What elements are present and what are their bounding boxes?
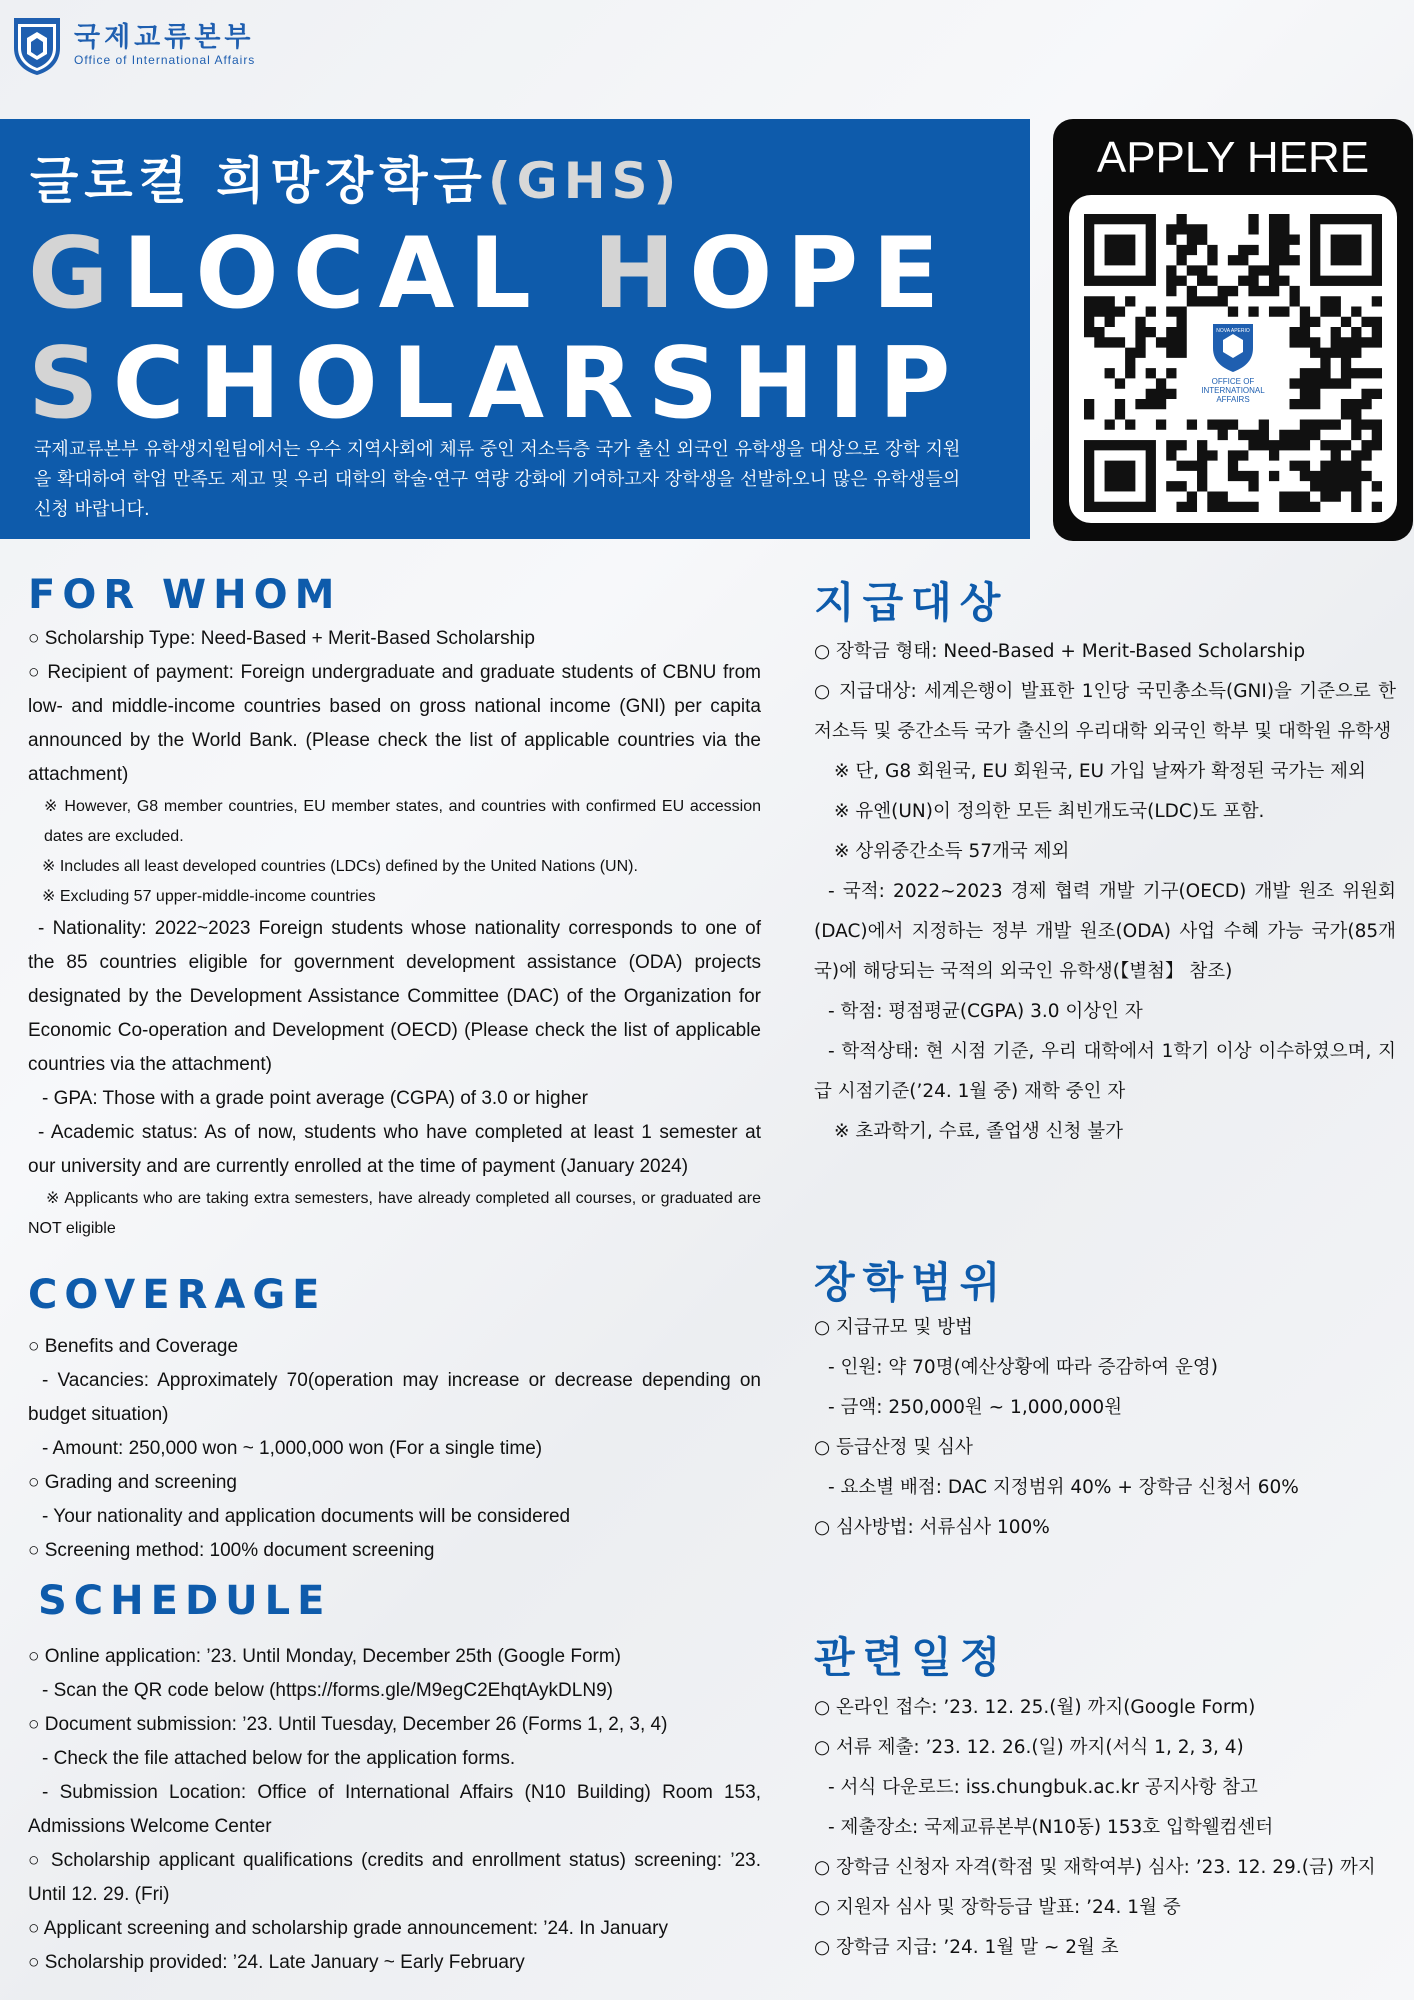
eligibility-line: - 학적상태: 현 시점 기준, 우리 대학에서 1학기 이상 이수하였으며, 지급 시점기준(’24. 1월 중) 재학 중인 자 bbox=[814, 1041, 1396, 1102]
title-banner bbox=[0, 119, 1030, 539]
eligibility-line: - 국적: 2022~2023 경제 협력 개발 기구(OECD) 개발 원조 위원회(DAC)에서 지정하는 정부 개발 원조(ODA) 사업 수혜 가능 국가(85개국)에 해당되는 국적의 외국인 유학생(【별첨】 참조) bbox=[814, 881, 1396, 982]
for-whom-line: ○ Recipient of payment: Foreign undergraduate and graduate students of CBNU from low- and middle-income countries based on gross national income (GNI) per capita announced by the World Bank. (Please check the list of applicable countries via the attachment) bbox=[28, 662, 761, 785]
for-whom-note: ※ Includes all least developed countries (LDCs) defined by the United Nations (UN). bbox=[42, 858, 638, 875]
schedule-line: - Submission Location: Office of International Affairs (N10 Building) Room 153, Admissions Welcome Center bbox=[28, 1782, 761, 1837]
english-title-line-1 bbox=[28, 219, 964, 329]
eligibility-line: ○ 지급대상: 세계은행이 발표한 1인당 국민총소득(GNI)을 기준으로 한 저소득 및 중간소득 국가 출신의 우리대학 외국인 학부 및 대학원 유학생 bbox=[814, 681, 1396, 742]
for-whom-note: ※ Excluding 57 upper-middle-income countries bbox=[42, 888, 376, 905]
for-whom-line: - GPA: Those with a grade point average (CGPA) of 3.0 or higher bbox=[42, 1088, 588, 1109]
office-name-korean: 국제교류본부 bbox=[74, 22, 255, 53]
for-whom-line: - Academic status: As of now, students who have completed at least 1 semester at our university and are currently enrolled at the time of payment (January 2024) bbox=[28, 1122, 761, 1177]
qr-center-seal-text: NOVA APERIO bbox=[1216, 328, 1250, 334]
title-word-cholarship: CHOLARSHIP bbox=[112, 327, 965, 441]
schedule-korean-line: ○ 서류 제출: ’23. 12. 26.(일) 까지(서식 1, 2, 3, 4) bbox=[814, 1737, 1244, 1758]
eligibility-korean-section bbox=[814, 632, 1396, 1152]
qr-finder-pattern bbox=[1331, 235, 1362, 266]
schedule-line: ○ Applicant screening and scholarship grade announcement: ’24. In January bbox=[28, 1918, 668, 1939]
for-whom-note: ※ However, G8 member countries, EU member states, and countries with confirmed EU accession dates are excluded. bbox=[44, 798, 761, 845]
title-letter-g: G bbox=[28, 217, 123, 331]
english-title-line-2 bbox=[28, 329, 964, 439]
coverage-line: - Amount: 250,000 won ~ 1,000,000 won (For a single time) bbox=[42, 1438, 543, 1459]
coverage-korean-line: - 인원: 약 70명(예산상황에 따라 증감하여 운영) bbox=[828, 1357, 1218, 1378]
korean-title bbox=[30, 141, 682, 213]
coverage-line: - Vacancies: Approximately 70(operation may increase or decrease depending on budget situation) bbox=[28, 1370, 761, 1425]
heading-coverage-korean: 장학범위 bbox=[814, 1258, 1009, 1307]
coverage-line: ○ Benefits and Coverage bbox=[28, 1336, 239, 1357]
schedule-line: - Check the file attached below for the application forms. bbox=[42, 1748, 516, 1769]
title-word-ope: OPE bbox=[689, 217, 954, 331]
eligibility-line: - 학점: 평점평균(CGPA) 3.0 이상인 자 bbox=[828, 1001, 1143, 1022]
coverage-line: ○ Screening method: 100% document screening bbox=[28, 1540, 435, 1561]
for-whom-line: - Nationality: 2022~2023 Foreign students whose nationality corresponds to one of the 85 countries eligible for government development assistance (ODA) projects designated by the Development Assistance Committee (DAC) of the Organization for Economic Co-operation and Development (OECD) (Please check the list of applicable countries via the attachment) bbox=[28, 918, 761, 1075]
intro-paragraph: 국제교류본부 유학생지원팀에서는 우수 지역사회에 체류 중인 저소득층 국가 출신 외국인 유학생을 대상으로 장학 지원을 확대하여 학업 만족도 제고 및 우리 대학의 학술·연구 역량 강화에 기여하고자 장학생을 선발하오니 많은 유학생들의 신청 바랍니다. bbox=[34, 439, 961, 520]
schedule-line: ○ Document submission: ’23. Until Tuesday, December 26 (Forms 1, 2, 3, 4) bbox=[28, 1714, 668, 1735]
heading-schedule-korean: 관련일정 bbox=[814, 1633, 1009, 1682]
schedule-line: ○ Scholarship provided: ’24. Late January ~ Early February bbox=[28, 1952, 525, 1973]
title-word-local: LOCAL bbox=[122, 217, 594, 331]
for-whom-section bbox=[28, 622, 761, 1244]
schedule-line: ○ Scholarship applicant qualifications (credits and enrollment status) screening: ’23. Until 12. 29. (Fri) bbox=[28, 1850, 761, 1905]
coverage-korean-line: ○ 등급산정 및 심사 bbox=[814, 1437, 973, 1458]
korean-title-main: 글로컬 희망장학금 bbox=[30, 152, 488, 210]
english-title bbox=[28, 219, 964, 439]
schedule-korean-line: - 제출장소: 국제교류본부(N10동) 153호 입학웰컴센터 bbox=[828, 1817, 1274, 1838]
heading-for-whom: FOR WHOM bbox=[28, 572, 342, 618]
schedule-section bbox=[28, 1640, 761, 1980]
apply-qr-panel bbox=[1053, 119, 1413, 541]
heading-eligibility-korean: 지급대상 bbox=[814, 578, 1009, 627]
korean-title-abbr: (GHS) bbox=[487, 152, 683, 210]
schedule-korean-line: - 서식 다운로드: iss.chungbuk.ac.kr 공지사항 참고 bbox=[828, 1777, 1258, 1798]
eligibility-line: ○ 장학금 형태: Need-Based + Merit-Based Scholarship bbox=[814, 641, 1306, 662]
schedule-korean-line: ○ 장학금 신청자 자격(학점 및 재학여부) 심사: ’23. 12. 29.(금) 까지 bbox=[814, 1857, 1376, 1878]
eligibility-note: ※ 단, G8 회원국, EU 회원국, EU 가입 날짜가 확정된 국가는 제외 bbox=[834, 761, 1366, 782]
qr-finder-pattern bbox=[1105, 235, 1136, 266]
coverage-section bbox=[28, 1330, 761, 1568]
coverage-korean-section bbox=[814, 1308, 1396, 1548]
schedule-korean-line: ○ 온라인 접수: ’23. 12. 25.(월) 까지(Google Form) bbox=[814, 1697, 1256, 1718]
for-whom-note: ※ Applicants who are taking extra semesters, have already completed all courses, or graduated are NOT eligible bbox=[28, 1190, 761, 1237]
qr-center-text: INTERNATIONAL bbox=[1201, 386, 1265, 395]
for-whom-line: ○ Scholarship Type: Need-Based + Merit-Based Scholarship bbox=[28, 628, 535, 649]
schedule-korean-section bbox=[814, 1688, 1396, 1968]
schedule-korean-line: ○ 지원자 심사 및 장학등급 발표: ’24. 1월 중 bbox=[814, 1897, 1181, 1918]
coverage-korean-line: - 요소별 배점: DAC 지정범위 40% + 장학금 신청서 60% bbox=[828, 1477, 1299, 1498]
schedule-line: - Scan the QR code below (https://forms.gle/M9egC2EhqtAykDLN9) bbox=[42, 1680, 613, 1701]
qr-code-icon[interactable] bbox=[1084, 214, 1382, 512]
qr-center-text: AFFAIRS bbox=[1216, 395, 1250, 404]
university-seal-icon bbox=[10, 14, 64, 76]
title-letter-h: H bbox=[593, 217, 690, 331]
heading-schedule: SCHEDULE bbox=[38, 1578, 332, 1624]
eligibility-note: ※ 유엔(UN)이 정의한 모든 최빈개도국(LDC)도 포함. bbox=[834, 801, 1265, 822]
heading-coverage: COVERAGE bbox=[28, 1272, 327, 1318]
office-name-english: Office of International Affairs bbox=[74, 53, 256, 67]
coverage-korean-line: ○ 심사방법: 서류심사 100% bbox=[814, 1517, 1050, 1538]
coverage-korean-line: - 금액: 250,000원 ~ 1,000,000원 bbox=[828, 1397, 1123, 1418]
coverage-line: ○ Grading and screening bbox=[28, 1472, 237, 1493]
qr-center-text: OFFICE OF bbox=[1211, 377, 1255, 386]
schedule-korean-line: ○ 장학금 지급: ’24. 1월 말 ~ 2월 초 bbox=[814, 1937, 1119, 1958]
coverage-korean-line: ○ 지급규모 및 방법 bbox=[814, 1317, 973, 1338]
eligibility-note: ※ 상위중간소득 57개국 제외 bbox=[834, 841, 1070, 862]
apply-here-label: APPLY HERE bbox=[1096, 133, 1370, 182]
coverage-line: - Your nationality and application documents will be considered bbox=[42, 1506, 571, 1527]
office-logo bbox=[10, 14, 255, 76]
qr-finder-pattern bbox=[1105, 461, 1136, 492]
eligibility-note: ※ 초과학기, 수료, 졸업생 신청 불가 bbox=[834, 1121, 1123, 1142]
schedule-line: ○ Online application: ’23. Until Monday, December 25th (Google Form) bbox=[28, 1646, 622, 1667]
title-letter-s: S bbox=[28, 327, 113, 441]
